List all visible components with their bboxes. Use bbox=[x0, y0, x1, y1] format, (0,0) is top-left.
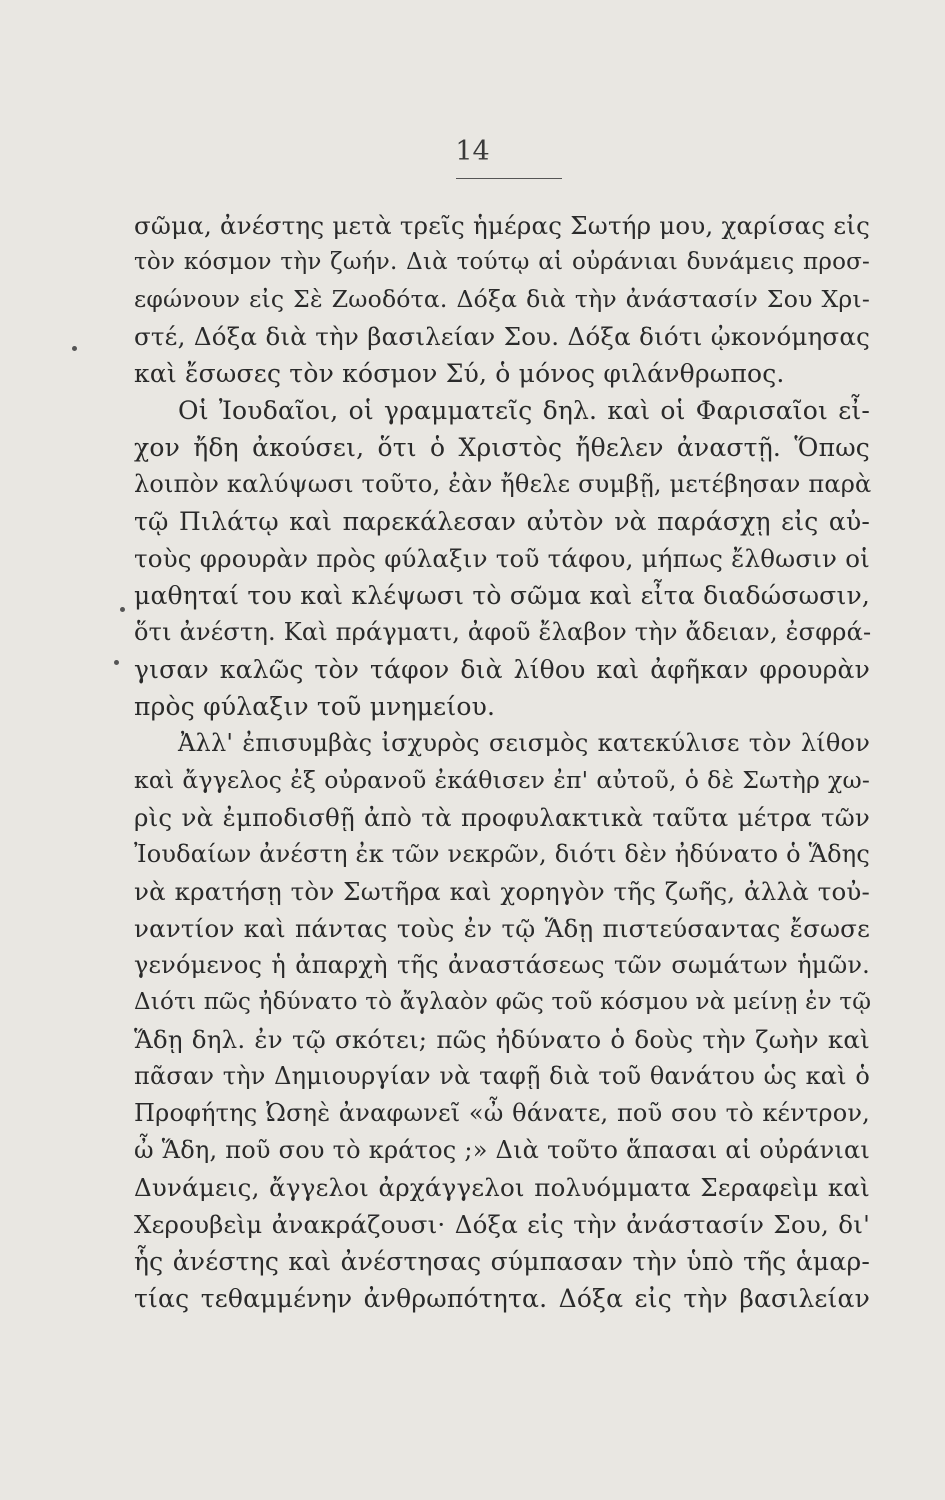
ink-speck bbox=[114, 660, 119, 665]
text-line: Ἀλλ' ἐπισυμβὰς ἰσχυρὸς σεισμὸς κατεκύλισε τὸν λίθον bbox=[178, 729, 870, 757]
text-line: καὶ ἔσωσες τὸν κόσμον Σύ, ὁ μόνος φιλάνθρωπος. bbox=[134, 359, 785, 388]
text-line: τοὺς φρουρὰν πρὸς φύλαξιν τοῦ τάφου, μήπως ἔλθωσιν οἱ bbox=[134, 544, 870, 573]
text-line: Χερουβεὶμ ἀνακράζουσι· Δόξα εἰς τὴν ἀνάστασίν Σου, δι' bbox=[134, 1210, 870, 1239]
ink-speck bbox=[120, 607, 125, 612]
text-line: τὸν κόσμον τὴν ζωήν. Διὰ τούτῳ αἱ οὐράνιαι δυνάμεις προσ- bbox=[134, 249, 870, 275]
page-number-rule bbox=[456, 178, 562, 179]
text-line: πρὸς φύλαξιν τοῦ μνημείου. bbox=[134, 692, 496, 721]
text-line: ἧς ἀνέστης καὶ ἀνέστησας σύμπασαν τὴν ὑπὸ τῆς ἁμαρ- bbox=[134, 1247, 870, 1276]
text-line: εφώνουν εἰς Σὲ Ζωοδότα. Δόξα διὰ τὴν ἀνάστασίν Σου Χρι- bbox=[134, 285, 870, 313]
text-line: σῶμα, ἀνέστης μετὰ τρεῖς ἡμέρας Σωτήρ μου, χαρίσας εἰς bbox=[134, 211, 870, 240]
text-line: ναντίον καὶ πάντας τοὺς ἐν τῷ Ἅδῃ πιστεύσαντας ἔσωσε bbox=[134, 914, 870, 943]
text-line: ρὶς νὰ ἐμποδισθῇ ἀπὸ τὰ προφυλακτικὰ ταῦτα μέτρα τῶν bbox=[134, 803, 870, 832]
text-line: νὰ κρατήσῃ τὸν Σωτῆρα καὶ χορηγὸν τῆς ζωῆς, ἀλλὰ τοὐ- bbox=[134, 877, 870, 906]
text-line: μαθηταί του καὶ κλέψωσι τὸ σῶμα καὶ εἶτα διαδώσωσιν, bbox=[134, 581, 870, 610]
text-line: καὶ ἄγγελος ἐξ οὐρανοῦ ἐκάθισεν ἐπ' αὐτοῦ, ὁ δὲ Σωτὴρ χω- bbox=[134, 766, 870, 794]
text-line: στέ, Δόξα διὰ τὴν βασιλείαν Σου. Δόξα διότι ᾠκονόμησας bbox=[134, 322, 870, 351]
text-line: τῷ Πιλάτῳ καὶ παρεκάλεσαν αὐτὸν νὰ παράσχῃ εἰς αὐ- bbox=[134, 507, 870, 536]
text-line: ὦ Ἅδη, ποῦ σου τὸ κράτος ;» Διὰ τοῦτο ἅπασαι αἱ οὐράνιαι bbox=[134, 1136, 870, 1164]
text-line: γενόμενος ἡ ἀπαρχὴ τῆς ἀναστάσεως τῶν σωμάτων ἡμῶν. bbox=[134, 951, 870, 979]
text-line: Ἰουδαίων ἀνέστη ἐκ τῶν νεκρῶν, διότι δὲν ἠδύνατο ὁ Ἅδης bbox=[134, 840, 870, 868]
text-line: Δυνάμεις, ἄγγελοι ἀρχάγγελοι πολυόμματα Σεραφεὶμ καὶ bbox=[134, 1173, 870, 1202]
text-line: γισαν καλῶς τὸν τάφον διὰ λίθου καὶ ἀφῆκαν φρουρὰν bbox=[134, 655, 870, 684]
text-line: Προφήτης Ὠσηὲ ἀναφωνεῖ «ὦ θάνατε, ποῦ σου τὸ κέντρον, bbox=[134, 1099, 870, 1127]
page-number: 14 bbox=[455, 136, 490, 167]
text-line: Διότι πῶς ἠδύνατο τὸ ἄγλαὸν φῶς τοῦ κόσμου νὰ μείνῃ ἐν τῷ bbox=[134, 989, 872, 1015]
body-text bbox=[134, 207, 870, 1317]
text-line: χον ἤδη ἀκούσει, ὅτι ὁ Χριστὸς ἤθελεν ἀναστῇ. Ὅπως bbox=[134, 433, 870, 462]
text-line: τίας τεθαμμένην ἀνθρωπότητα. Δόξα εἰς τὴν βασιλείαν bbox=[134, 1284, 870, 1313]
text-line: ὅτι ἀνέστη. Καὶ πράγματι, ἀφοῦ ἔλαβον τὴν ἄδειαν, ἐσφρά- bbox=[134, 618, 872, 646]
text-line: Οἱ Ἰουδαῖοι, οἱ γραμματεῖς δηλ. καὶ οἱ Φαρισαῖοι εἶ- bbox=[178, 396, 870, 425]
text-line: Ἅδῃ δηλ. ἐν τῷ σκότει; πῶς ἠδύνατο ὁ δοὺς τὴν ζωὴν καὶ bbox=[134, 1025, 870, 1054]
ink-speck bbox=[72, 346, 77, 351]
text-line: λοιπὸν καλύψωσι τοῦτο, ἐὰν ἤθελε συμβῇ, μετέβησαν παρὰ bbox=[134, 470, 872, 498]
text-line: πᾶσαν τὴν Δημιουργίαν νὰ ταφῇ διὰ τοῦ θανάτου ὡς καὶ ὁ bbox=[134, 1062, 870, 1090]
